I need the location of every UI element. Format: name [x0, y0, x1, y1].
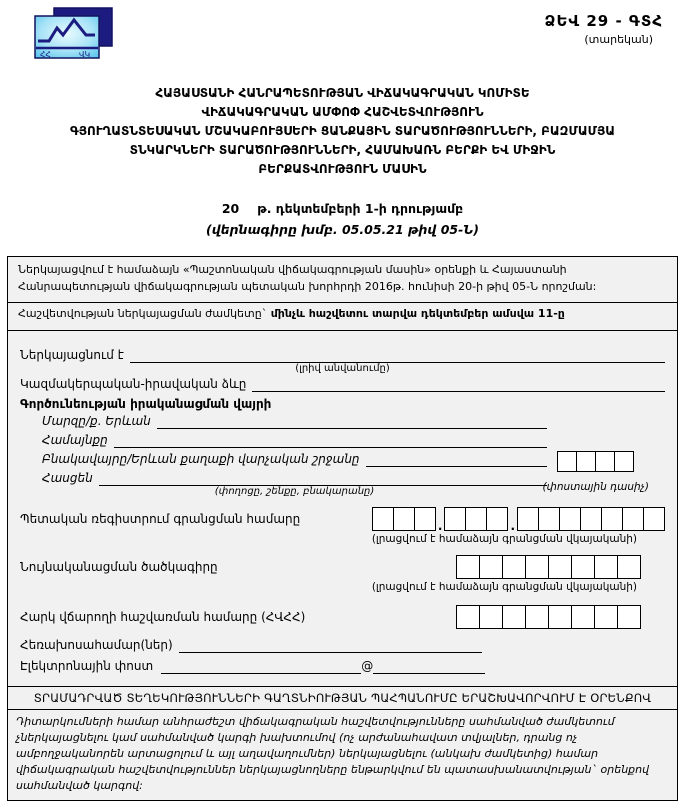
box-cell: [617, 605, 641, 629]
legal-basis-section: [8, 257, 677, 303]
settlement-label: Բնակավայրը/Երևան քաղաքի վարչական շրջանը: [42, 452, 360, 466]
box-cell: [595, 451, 615, 472]
presenter-row: [20, 347, 665, 363]
box-cell: [622, 507, 644, 531]
box-cell: [502, 555, 526, 579]
logo-right-label: ՎԿ: [79, 50, 91, 59]
statistics-chart-logo-icon: [34, 7, 114, 61]
box-cell: [456, 555, 480, 579]
email-local-fill-line: [161, 658, 361, 674]
community-fill-line: [114, 432, 547, 448]
revision-note: (վերնագիրը խմբ. 05.05.21 թիվ 05-Ն): [206, 222, 479, 237]
title-line-4: ՏՆԿԱՐԿՆԵՐԻ ՏԱՐԱԾՈՒԹՅՈՒՆՆԵՐԻ, ՀԱՄԱԽԱՌՆ ԲԵՐՔԻ ԵՎ ՄԻՋԻՆ: [129, 143, 556, 157]
email-row: [20, 658, 482, 674]
settlement-fill-line: [366, 451, 547, 467]
registry-group-1: [372, 507, 436, 531]
box-cell: [372, 507, 394, 531]
phone-row: [20, 637, 482, 653]
location-heading: Գործունեության իրականացման վայրի: [20, 397, 272, 411]
deadline-bold: մինչև հաշվետու տարվա դեկտեմբեր ամսվա 11-ը: [270, 307, 565, 320]
reporting-date-line: [0, 201, 685, 216]
legal-form-fill-line: [252, 376, 665, 392]
box-cell: [617, 555, 641, 579]
tin-row: [20, 605, 665, 629]
box-cell: [614, 451, 634, 472]
legal-basis-text: Ներկայացվում է համաձայն «Պաշտոնական վիճակագրության մասին» օրենքի և Հայաստանի Հանրապետության վիճակագրության պետական խորհրդի 2016թ. հունիսի 20-ի թիվ 05-Ն որոշման:: [18, 263, 597, 293]
marz-row: [42, 413, 547, 429]
logo-left-label: ՀՀ: [40, 50, 51, 59]
confidentiality-banner: ՏՐԱՄԱԴՐՎԱԾ ՏԵՂԵԿՈՒԹՅՈՒՆՆԵՐԻ ԳԱՂՏՆԻՈՒԹՅԱՆ ՊԱՀՊԱՆՈՒՄԸ ԵՐԱՇԽԱՎՈՐՎՈՒՄ Է ՕՐԵՆՔՈՎ: [8, 687, 677, 710]
box-cell: [559, 507, 581, 531]
form-title: [0, 84, 685, 179]
box-cell: [557, 451, 577, 472]
box-cell: [643, 507, 665, 531]
box-cell: [525, 555, 549, 579]
settlement-row: [42, 451, 547, 467]
id-code-row: [20, 555, 665, 579]
title-line-1: ՀԱՅԱՍՏԱՆԻ ՀԱՆՐԱՊԵՏՈՒԹՅԱՆ ՎԻՃԱԿԱԳՐԱԿԱՆ ԿՈՄԻՏԵ: [155, 86, 530, 100]
id-code-label: Նույնականացման ծածկագիրը: [20, 560, 218, 574]
deadline-prefix: Հաշվետվության ներկայացման ժամկետը`: [18, 307, 268, 320]
phone-fill-line: [179, 637, 482, 653]
liability-note: Դիտարկումների համար անհրաժեշտ վիճակագրական հաշվետվությունները սահմանված ժամկետում չներկայացնելու կամ սահմանված կարգի խախտումով (ոչ արժանահավատ տվյալներ, դրանց ոչ ամբողջականորեն արտացոլում և այլ աղավաղումներ) ներկայացնելու (անկախ ժամկետից) համար վիճակագրական հաշվետվություններ ներկայացնողները ենթարկվում են պատասխանատվության` օրենքով սահմանված կարգով:: [16, 715, 650, 792]
box-cell: [548, 605, 572, 629]
registry-number-caption: (լրացվում է համաձայն գրանցման վկայականի): [371, 533, 637, 545]
registry-group-3: [517, 507, 665, 531]
box-cell: [444, 507, 466, 531]
box-cell: [576, 451, 596, 472]
id-code-caption: (լրացվում է համաձայն գրանցման վկայականի): [371, 581, 637, 593]
registry-dot-1: .: [437, 519, 443, 533]
box-cell: [502, 605, 526, 629]
deadline-section: [8, 303, 677, 331]
date-text: թ. դեկտեմբերի 1-ի դրությամբ: [257, 201, 464, 216]
id-code-cells: [456, 555, 641, 579]
id-code-cells-wrap: [456, 555, 641, 579]
address-label: Հասցեն: [42, 471, 93, 485]
legal-form-label: Կազմակերպական-իրավական ձևը: [20, 377, 247, 391]
armstat-logo: [34, 7, 114, 65]
form-code: ՁԵՎ 29 - ԳՏՀ: [544, 12, 663, 30]
address-row: [42, 470, 547, 486]
box-cell: [571, 555, 595, 579]
postal-code-cells: [557, 451, 634, 472]
year-prefix: 20: [221, 201, 240, 216]
presenter-caption: (լրիվ անվանումը): [295, 363, 390, 374]
presenter-label: Ներկայացնում է: [20, 348, 124, 362]
box-cell: [414, 507, 436, 531]
respondent-details-section: [8, 331, 677, 687]
registry-dot-2: .: [510, 519, 515, 533]
registry-group-2: [444, 507, 508, 531]
postal-code-caption: (փոստային դասիչ): [542, 481, 649, 493]
title-line-2: ՎԻՃԱԿԱԳՐԱԿԱՆ ԱՄՓՈՓ ՀԱՇՎԵՏՎՈՒԹՅՈՒՆ: [201, 105, 484, 119]
address-caption: (փողոցը, շենքը, բնակարանը): [214, 486, 375, 497]
box-cell: [479, 555, 503, 579]
marz-label: Մարզը/ք. Երևան: [42, 414, 151, 428]
presenter-fill-line: [130, 347, 665, 363]
box-cell: [594, 605, 618, 629]
registry-number-cells: [372, 507, 665, 531]
phone-label: Հեռախոսահամար(ներ): [20, 638, 173, 652]
tin-cells-wrap: [456, 605, 641, 629]
box-cell: [517, 507, 539, 531]
tin-label: Հարկ վճարողի հաշվառման համարը (ՀՎՀՀ): [20, 610, 306, 624]
form-sheet: [7, 256, 678, 801]
address-fill-line: [99, 470, 547, 486]
title-line-5: ԲԵՐՔԱՏՎՈՒԹՅՈՒՆ ՄԱՍԻՆ: [258, 162, 427, 176]
box-cell: [580, 507, 602, 531]
form-code-block: [545, 12, 663, 46]
box-cell: [571, 605, 595, 629]
registry-number-label: Պետական ռեգիստրում գրանցման համարը: [20, 512, 301, 526]
email-domain-fill-line: [373, 658, 485, 674]
box-cell: [479, 605, 503, 629]
registry-number-row: [20, 507, 665, 531]
community-label: Համայնքը: [42, 433, 108, 447]
box-cell: [594, 555, 618, 579]
community-row: [42, 432, 547, 448]
box-cell: [548, 555, 572, 579]
box-cell: [456, 605, 480, 629]
box-cell: [486, 507, 508, 531]
email-at-sign: @: [361, 659, 374, 673]
box-cell: [465, 507, 487, 531]
title-line-3: ԳՅՈՒՂԱՏՆՏԵՍԱԿԱՆ ՄՇԱԿԱԲՈՒՅՍԵՐԻ ՑԱՆՔԱՅԻՆ ՏԱՐԱԾՈՒԹՅՈՒՆՆԵՐԻ, ԲԱԶՄԱՄՅԱ: [70, 124, 615, 138]
box-cell: [538, 507, 560, 531]
postal-code-block: [543, 451, 650, 493]
email-label: Էլեկտրոնային փոստ: [20, 659, 154, 673]
box-cell: [601, 507, 623, 531]
marz-fill-line: [157, 413, 547, 429]
tin-cells: [456, 605, 641, 629]
legal-form-row: [20, 376, 665, 392]
box-cell: [393, 507, 415, 531]
box-cell: [525, 605, 549, 629]
page-header: [0, 0, 685, 256]
form-periodicity: (տարեկան): [584, 33, 653, 46]
